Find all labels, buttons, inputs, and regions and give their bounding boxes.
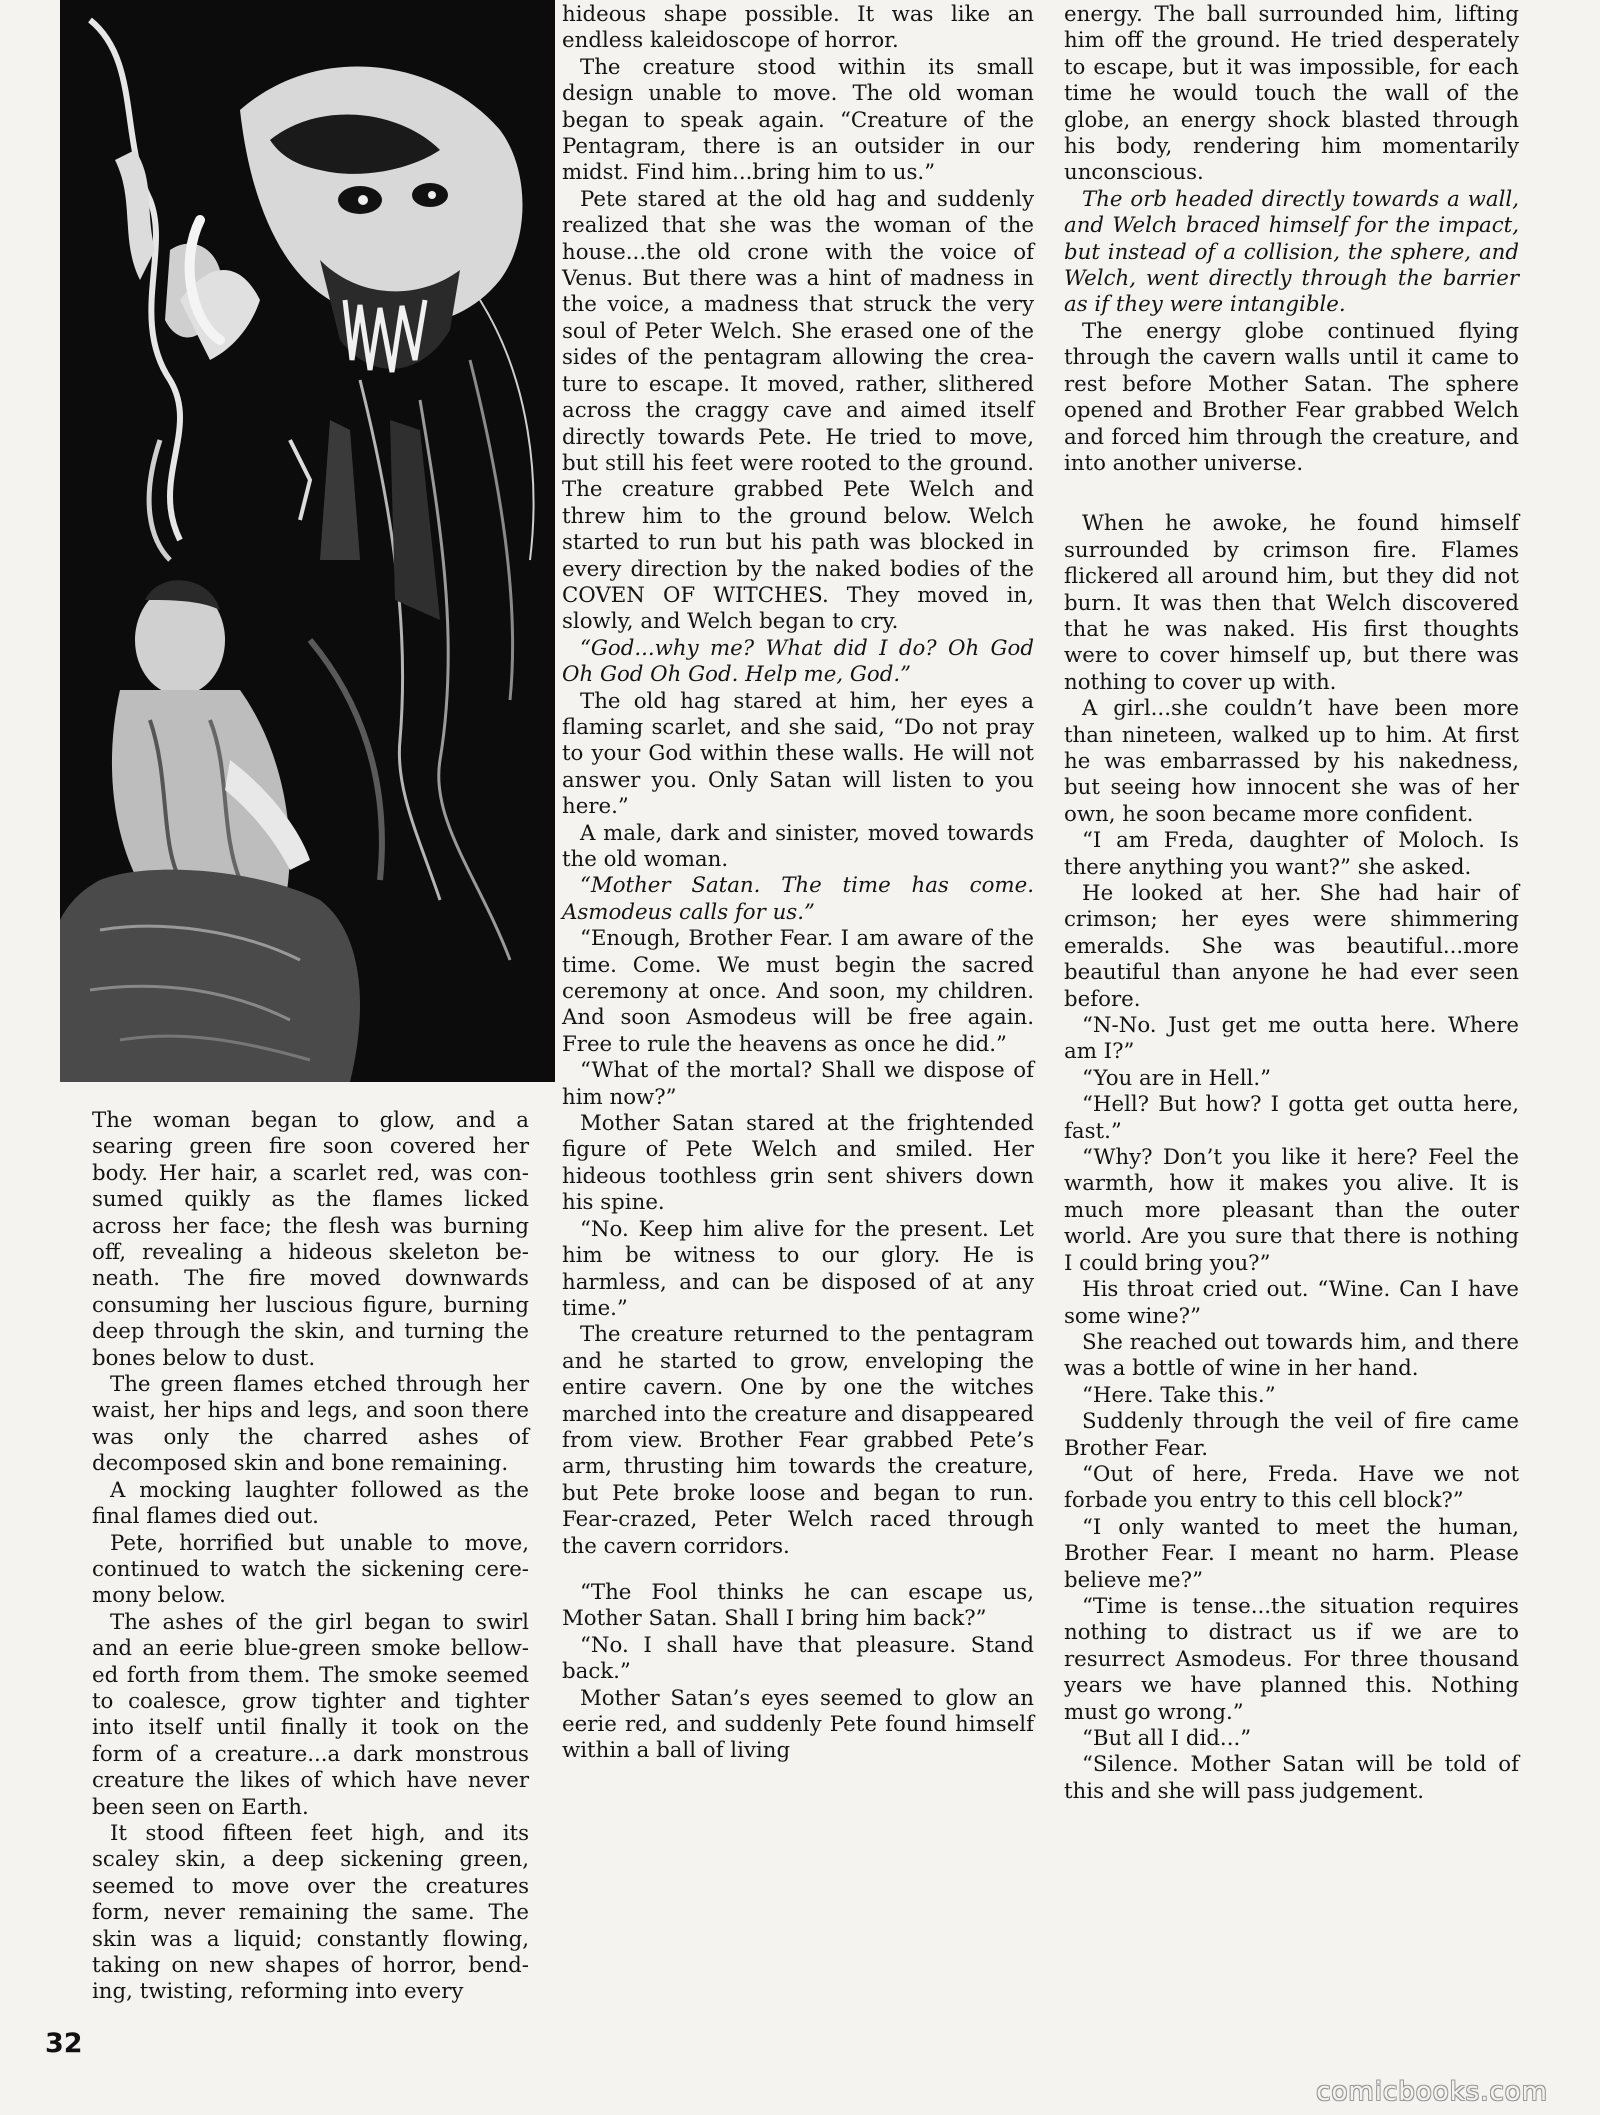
paragraph: The woman began to glow, and a searing green fire soon covered her body. Her hair, a scarlet red, was consumed quikly as the flames licked across her face; the flesh was burning off, revealing a hideous skeleton beneath. The fire moved downwards consuming her luscious figure, burning deep through the skin, and turning the bones below to dust. [92,1108,529,1371]
paragraph: “Silence. Mother Satan will be told of this and she will pass judgement. [1064,1752,1519,1804]
creature-illustration [60,0,555,1082]
paragraph: “Out of here, Freda. Have we not forbade you entry to this cell block?” [1064,1461,1519,1514]
paragraph: “N-No. Just get me outta here. Where am I?” [1064,1013,1519,1065]
paragraph: She reached out towards him, and there was a bottle of wine in her hand. [1064,1329,1519,1382]
text-column-middle [562,2,1034,1765]
paragraph-italic: The orb headed directly towards a wall, and Welch braced himself for the impact, but instead of a collision, the sphere, and Welch, went directly through the barrier as if they were intangible. [1064,186,1519,318]
paragraph: “You are in Hell.” [1082,1065,1271,1091]
paragraph: Mother Satan’s eyes seemed to glow an eerie red, and suddenly Pete found himself within a ball of living [562,1685,1034,1764]
paragraph: “Time is tense...the situation requires nothing to distract us if we are to resurrect Asmodeus. For three thousand years we have planned this. Nothing must go wrong.” [1064,1593,1519,1725]
paragraph: “Why? Don’t you like it here? Feel the warmth, how it makes you alive. It is much more pleasant than the outer world. Are you sure that there is nothing I could bring you?” [1064,1145,1519,1276]
paragraph: A male, dark and sinister, moved towards the old woman. [562,820,1034,872]
paragraph: Suddenly through the veil of fire came Brother Fear. [1064,1409,1519,1461]
paragraph: The old hag stared at him, her eyes a flaming scarlet, and she said, “Do not pray to your God within these walls. He will not answer you. Only Satan will listen to you here.” [562,688,1034,820]
paragraph: energy. The ball surrounded him, lifting him off the ground. He tried desperately to escape, but it was impossible, for each time he would touch the wall of the globe, an energy shock blasted through his body, rendering him momentarily unconscious. [1064,2,1519,186]
text-column-left [92,1108,529,2006]
paragraph: A mocking laughter followed as the final flames died out. [92,1477,529,1530]
creature-drawing [60,0,555,1082]
paragraph: “What of the mortal? Shall we dispose of him now?” [562,1058,1034,1110]
paragraph: “But all I did...” [1082,1726,1252,1751]
paragraph: “Here. Take this.” [1082,1382,1276,1408]
paragraph: The ashes of the girl began to swirl and an eerie blue-green smoke bellowed forth from them. The smoke seemed to coalesce, grow tighter and tighter into itself until finally it took on the form of a creature...a dark monstrous creature the likes of which have never been seen on Earth. [92,1609,529,1820]
paragraph: “No. I shall have that pleasure. Stand back.” [562,1632,1034,1685]
paragraph: It stood fifteen feet high, and its scaley skin, a deep sickening green, seemed to move over the creatures form, never remaining the same. The skin was a liquid; constantly flowing, taking on new shapes of horror, bending, twisting, reforming into every [92,1820,529,2005]
paragraph: A girl...she couldn’t have been more than nineteen, walked up to him. At first he was embarrassed by his nakedness, but seeing how innocent she was of her own, he soon became more confident. [1064,696,1519,827]
paragraph: The energy globe continued flying through the cavern walls until it came to rest before Mother Satan. The sphere opened and Brother Fear grabbed Welch and forced him through the creature, and into another universe. [1064,318,1519,476]
paragraph: Pete, horrified but unable to move, continued to watch the sickening ceremony below. [92,1530,529,1609]
paragraph: The creature returned to the pentagram and he started to grow, enveloping the entire cavern. One by one the witches marched into the creature and disappeared from view. Brother Fear grabbed Pete’s arm, thrusting him towards the creature, but Pete broke loose and began to run. Fear-crazed, Peter Welch raced through the cavern corridors. [562,1322,1034,1559]
paragraph: “I am Freda, daughter of Moloch. Is there anything you want?” she asked. [1064,828,1519,880]
paragraph: When he awoke, he found himself surrounded by crimson fire. Flames flickered all around him, but they did not burn. It was then that Welch discovered that he was naked. His first thoughts were to cover himself up, but there was nothing to cover up with. [1064,511,1519,695]
page-number: 32 [45,2028,83,2059]
paragraph-italic: “Mother Satan. The time has come. Asmodeus calls for us.” [562,873,1034,925]
watermark: comicbooks.com [1316,2077,1548,2107]
text-column-right [1064,2,1519,1805]
paragraph: “The Fool thinks he can escape us, Mother Satan. Shall I bring him back?” [562,1579,1034,1632]
paragraph: The creature stood within its small design unable to move. The old woman began to speak again. “Creature of the Pentagram, there is an outsider in our midst. Find him...bring him to us.” [562,54,1034,186]
paragraph: He looked at her. She had hair of crimson; her eyes were shimmering emeralds. She was beautiful...more beautiful than anyone he had ever seen before. [1064,881,1519,1012]
paragraph: Mother Satan stared at the frightended figure of Pete Welch and smiled. Her hideous toothless grin sent shivers down his spine. [562,1111,1034,1216]
paragraph: His throat cried out. “Wine. Can I have some wine?” [1064,1277,1519,1329]
paragraph: “Enough, Brother Fear. I am aware of the time. Come. We must begin the sacred ceremony at once. And soon, my children. And soon Asmodeus will be free again. Free to rule the heavens as once he did.” [562,926,1034,1057]
paragraph: “Hell? But how? I gotta get outta here, fast.” [1064,1092,1519,1144]
paragraph-italic: “God...why me? What did I do? Oh God Oh God Oh God. Help me, God.” [562,635,1034,688]
paragraph: The green flames etched through her waist, her hips and legs, and soon there was only the charred ashes of decomposed skin and bone remaining. [92,1372,529,1477]
paragraph: “I only wanted to meet the human, Brother Fear. I meant no harm. Please believe me?” [1064,1514,1519,1593]
paragraph: Pete stared at the old hag and suddenly realized that she was the woman of the house...the old crone with the voice of Venus. But there was a hint of madness in the voice, a madness that struck the very soul of Peter Welch. She erased one of the sides of the pentagram allowing the creature to escape. It moved, rather, slithered across the craggy cave and aimed itself directly towards Pete. He tried to move, but still his feet were rooted to the ground. The creature grabbed Pete Welch and threw him to the ground below. Welch started to run but his path was blocked in every direction by the naked bodies of the COVEN OF WITCHES. They moved in, slowly, and Welch began to cry. [562,186,1034,635]
paragraph: “No. Keep him alive for the present. Let him be witness to our glory. He is harmless, and can be disposed of at any time.” [562,1216,1034,1321]
paragraph: hideous shape possible. It was like an endless kaleidoscope of horror. [562,2,1034,54]
